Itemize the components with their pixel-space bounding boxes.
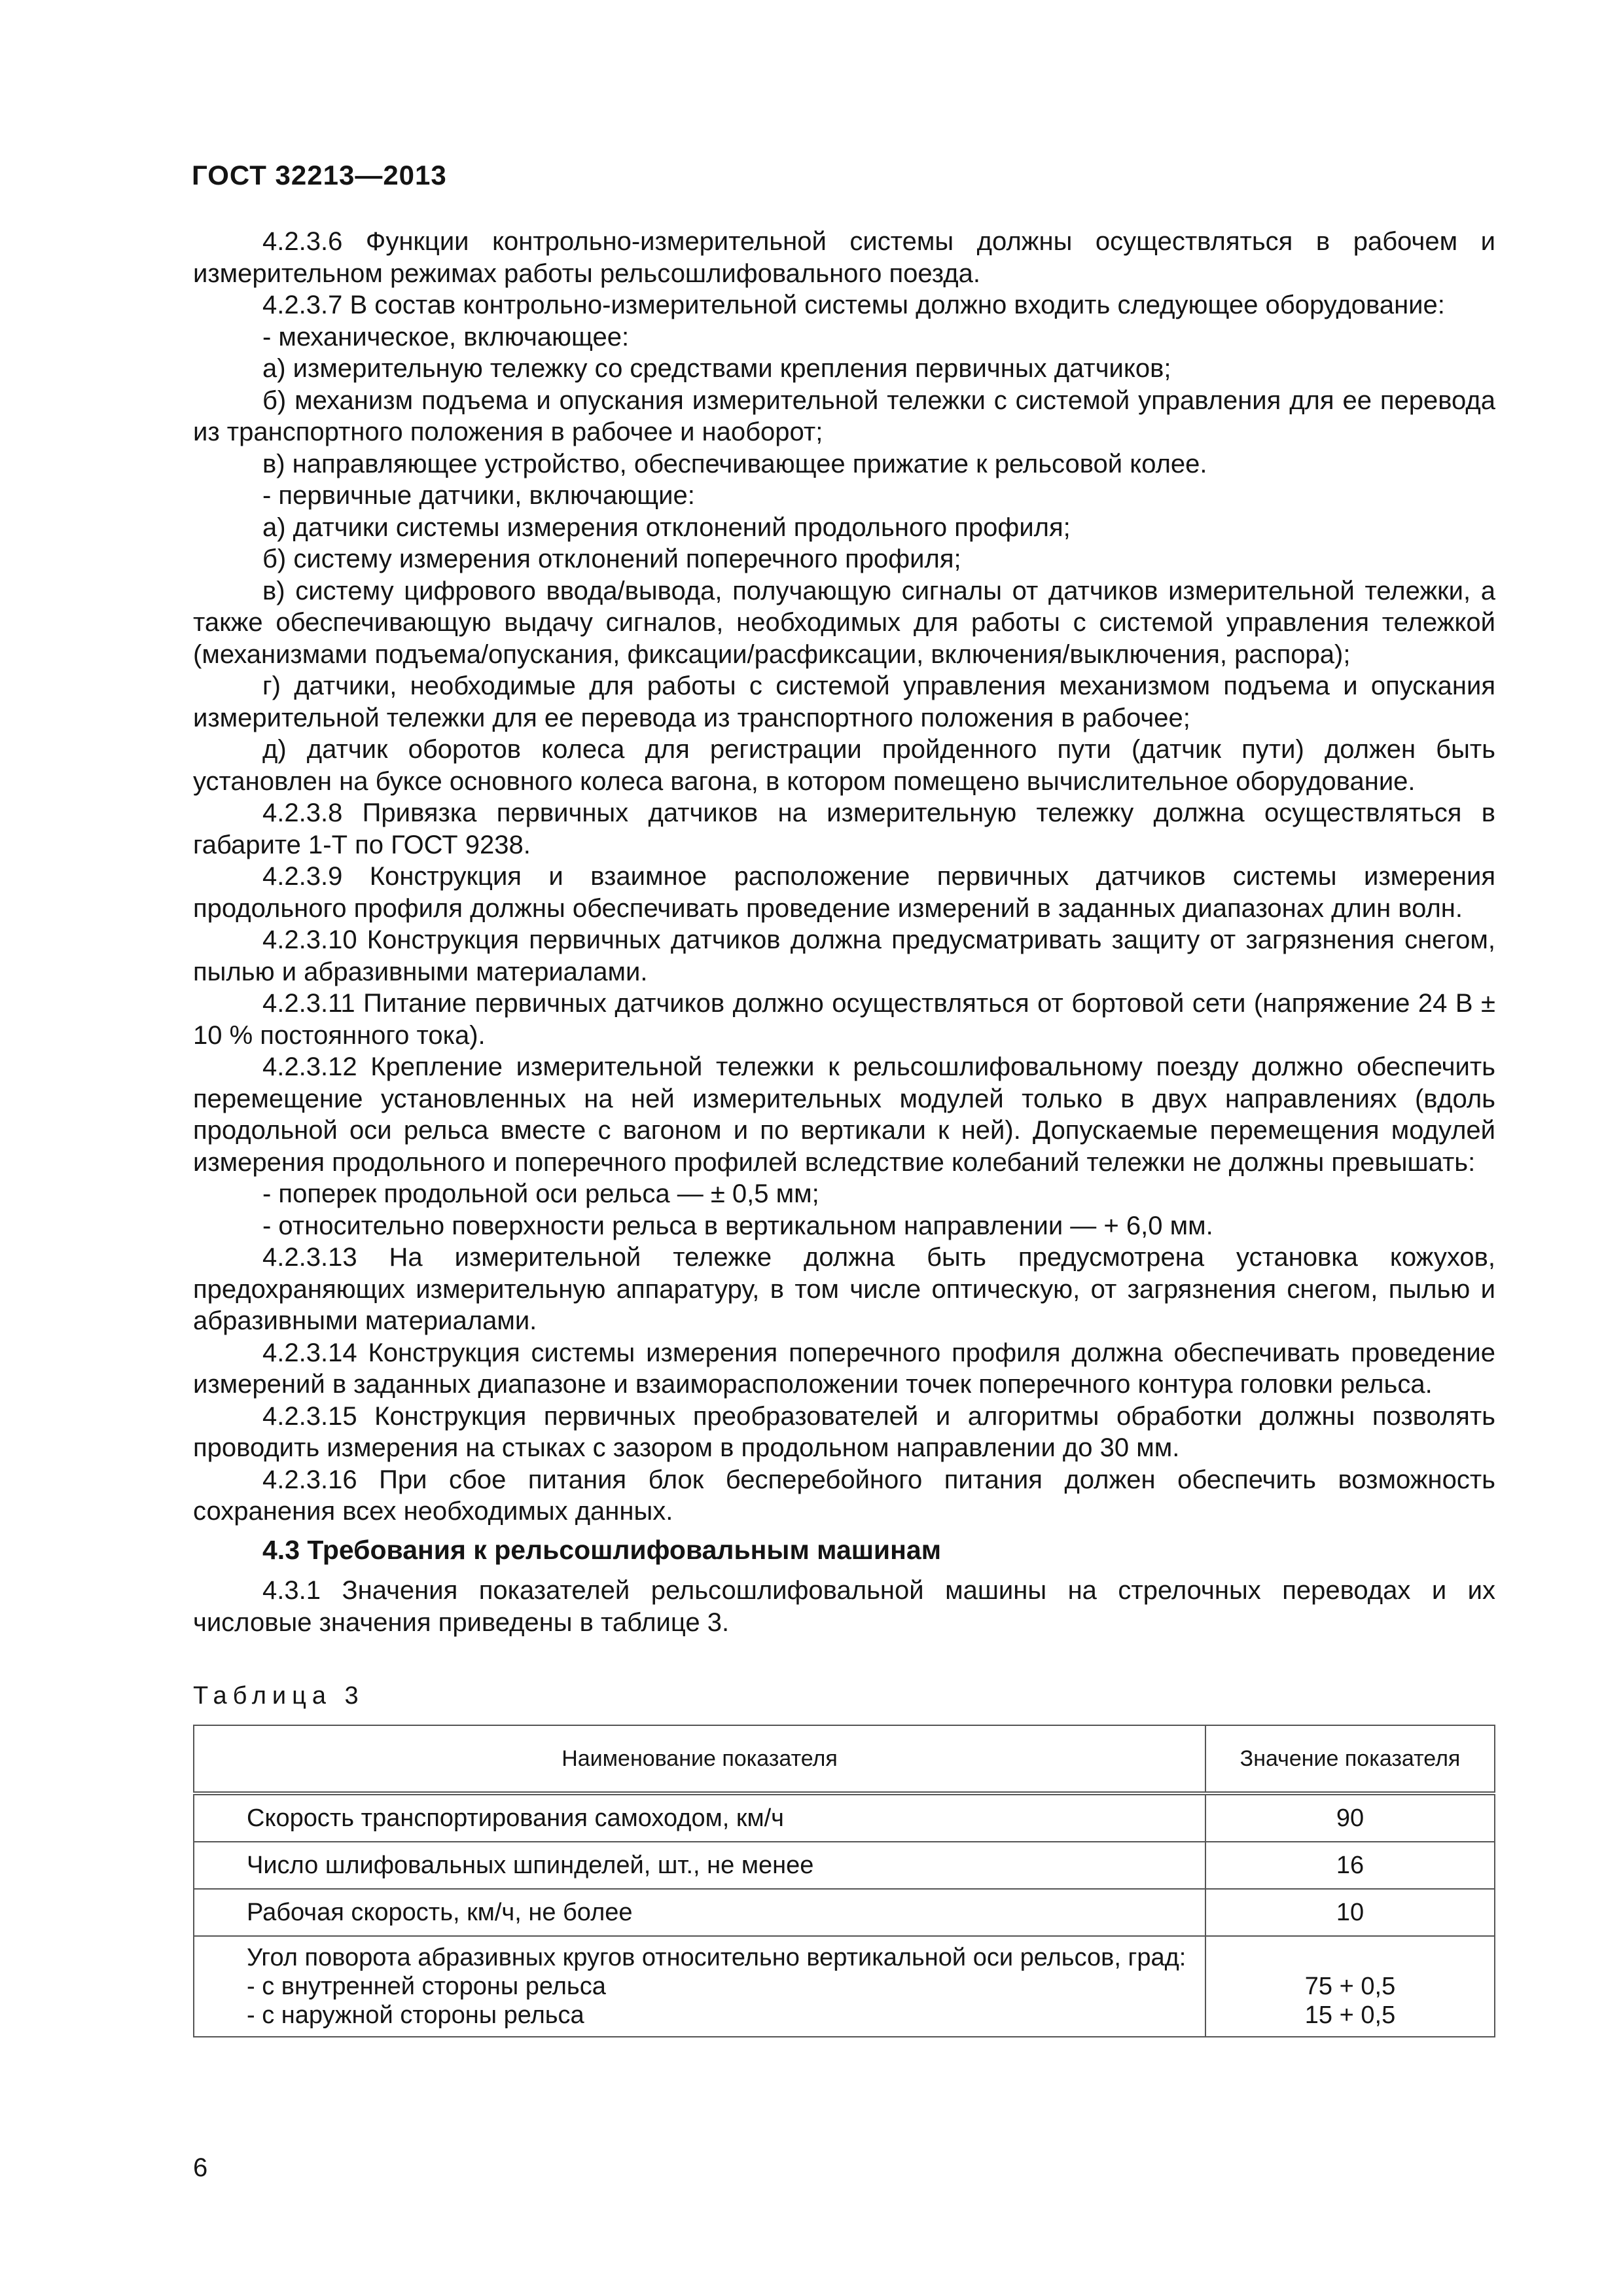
row-subvalue: 15 + 0,5 bbox=[1304, 2001, 1396, 2029]
paragraph: 4.2.3.9 Конструкция и взаимное расположение первичных датчиков системы измерения продольного профиля должны обеспечивать проведение измерений в заданных диапазонах длин волн. bbox=[193, 862, 1495, 923]
row-subitem: - с наружной стороны рельса bbox=[247, 2001, 584, 2029]
paragraph: 4.2.3.11 Питание первичных датчиков должно осуществляться от бортовой сети (напряжение 24 В ± 10 % постоянного тока). bbox=[193, 989, 1495, 1050]
paragraph: - поперек продольной оси рельса — ± 0,5 мм; bbox=[262, 1179, 819, 1208]
paragraph: 4.3.1 Значения показателей рельсошлифовальной машины на стрелочных переводах и их числовые значения приведены в таблице 3. bbox=[193, 1576, 1495, 1637]
page-number: 6 bbox=[193, 2153, 208, 2182]
paragraph: а) измерительную тележку со средствами крепления первичных датчиков; bbox=[262, 354, 1171, 383]
paragraph: 4.2.3.15 Конструкция первичных преобразователей и алгоритмы обработки должны позволять проводить измерения на стыках с зазором в продольном направлении до 30 мм. bbox=[193, 1401, 1495, 1462]
paragraph: - относительно поверхности рельса в вертикальном направлении — + 6,0 мм. bbox=[262, 1211, 1213, 1240]
row-subvalue: 75 + 0,5 bbox=[1304, 1973, 1396, 2000]
paragraph: 4.2.3.7 В состав контрольно-измерительной системы должно входить следующее оборудование: bbox=[262, 291, 1445, 319]
row-value-multi bbox=[1205, 1936, 1495, 2037]
paragraph: 4.2.3.14 Конструкция системы измерения поперечного профиля должна обеспечивать проведение измерений в заданных диапазоне и взаиморасположении точек поперечного контура головки рельса. bbox=[193, 1338, 1495, 1399]
paragraph: 4.2.3.10 Конструкция первичных датчиков должна предусматривать защиту от загрязнения снегом, пылью и абразивными материалами. bbox=[193, 925, 1495, 986]
paragraph: - первичные датчики, включающие: bbox=[262, 481, 695, 510]
standard-header: ГОСТ 32213—2013 bbox=[192, 160, 447, 190]
table-row-multi bbox=[194, 1936, 1495, 2037]
paragraph: в) систему цифрового ввода/вывода, получающую сигналы от датчиков измерительной тележки, а также обеспечивающую выдачу сигналов, необходимых для работы с системой управления тележкой (механизмами подъема/опускания, фиксации/расфиксации, включения/выключения, распора); bbox=[193, 576, 1495, 669]
section-heading: 4.3 Требования к рельсошлифовальным машинам bbox=[262, 1534, 942, 1565]
row-name-multi bbox=[194, 1936, 1205, 2037]
paragraph: 4.2.3.8 Привязка первичных датчиков на измерительную тележку должна осуществляться в габарите 1-Т по ГОСТ 9238. bbox=[193, 798, 1495, 859]
row-value: 10 bbox=[1205, 1889, 1495, 1936]
table-header-row bbox=[194, 1725, 1495, 1793]
paragraph: 4.2.3.6 Функции контрольно-измерительной системы должны осуществляться в рабочем и измерительном режимах работы рельсошлифовального поезда. bbox=[193, 227, 1495, 288]
row-name: Рабочая скорость, км/ч, не более bbox=[194, 1889, 1205, 1936]
paragraph: 4.2.3.12 Крепление измерительной тележки к рельсошлифовальному поезду должно обеспечить перемещение установленных на ней измерительных модулей только в двух направлениях (вдоль продольной оси рельса вместе с вагоном и по вертикали к ней). Допускаемые перемещения модулей измерения продольного и поперечного профилей вследствие колебаний тележки не должны превышать: bbox=[193, 1052, 1495, 1177]
paragraph: а) датчики системы измерения отклонений продольного профиля; bbox=[262, 512, 1071, 542]
paragraph: б) механизм подъема и опускания измерительной тележки с системой управления для ее перевода из транспортного положения в рабочее и наоборот; bbox=[193, 386, 1495, 446]
paragraph: д) датчик оборотов колеса для регистрации пройденного пути (датчик пути) должен быть установлен на буксе основного колеса вагона, в котором помещено вычислительное оборудование. bbox=[193, 735, 1495, 796]
table-3 bbox=[193, 1725, 1495, 2037]
column-header-name: Наименование показателя bbox=[194, 1725, 1205, 1793]
table-row bbox=[194, 1889, 1495, 1936]
paragraph: б) систему измерения отклонений поперечного профиля; bbox=[262, 545, 961, 573]
paragraph: - механическое, включающее: bbox=[262, 322, 630, 351]
row-value: 90 bbox=[1205, 1793, 1495, 1842]
column-header-value: Значение показателя bbox=[1205, 1725, 1495, 1793]
paragraph: 4.2.3.13 На измерительной тележке должна быть предусмотрена установка кожухов, предохраняющих измерительную аппаратуру, в том числе оптическую, от загрязнения снегом, пылью и абразивными материалами. bbox=[193, 1243, 1495, 1335]
row-value: 16 bbox=[1205, 1842, 1495, 1889]
row-title: Угол поворота абразивных кругов относительно вертикальной оси рельсов, град: bbox=[247, 1944, 1186, 1971]
paragraph: в) направляющее устройство, обеспечивающее прижатие к рельсовой колее. bbox=[262, 449, 1207, 478]
paragraph: 4.2.3.16 При сбое питания блок бесперебойного питания должен обеспечить возможность сохранения всех необходимых данных. bbox=[193, 1465, 1495, 1526]
table-caption: Таблица 3 bbox=[193, 1682, 365, 1710]
row-name: Скорость транспортирования самоходом, км/ч bbox=[194, 1793, 1205, 1842]
row-subitem: - с внутренней стороны рельса bbox=[247, 1973, 606, 2000]
paragraph: г) датчики, необходимые для работы с системой управления механизмом подъема и опускания измерительной тележки для ее перевода из транспортного положения в рабочее; bbox=[193, 672, 1495, 732]
document-body bbox=[193, 226, 1495, 1638]
row-name: Число шлифовальных шпинделей, шт., не менее bbox=[194, 1842, 1205, 1889]
table-row bbox=[194, 1793, 1495, 1842]
table-row bbox=[194, 1842, 1495, 1889]
